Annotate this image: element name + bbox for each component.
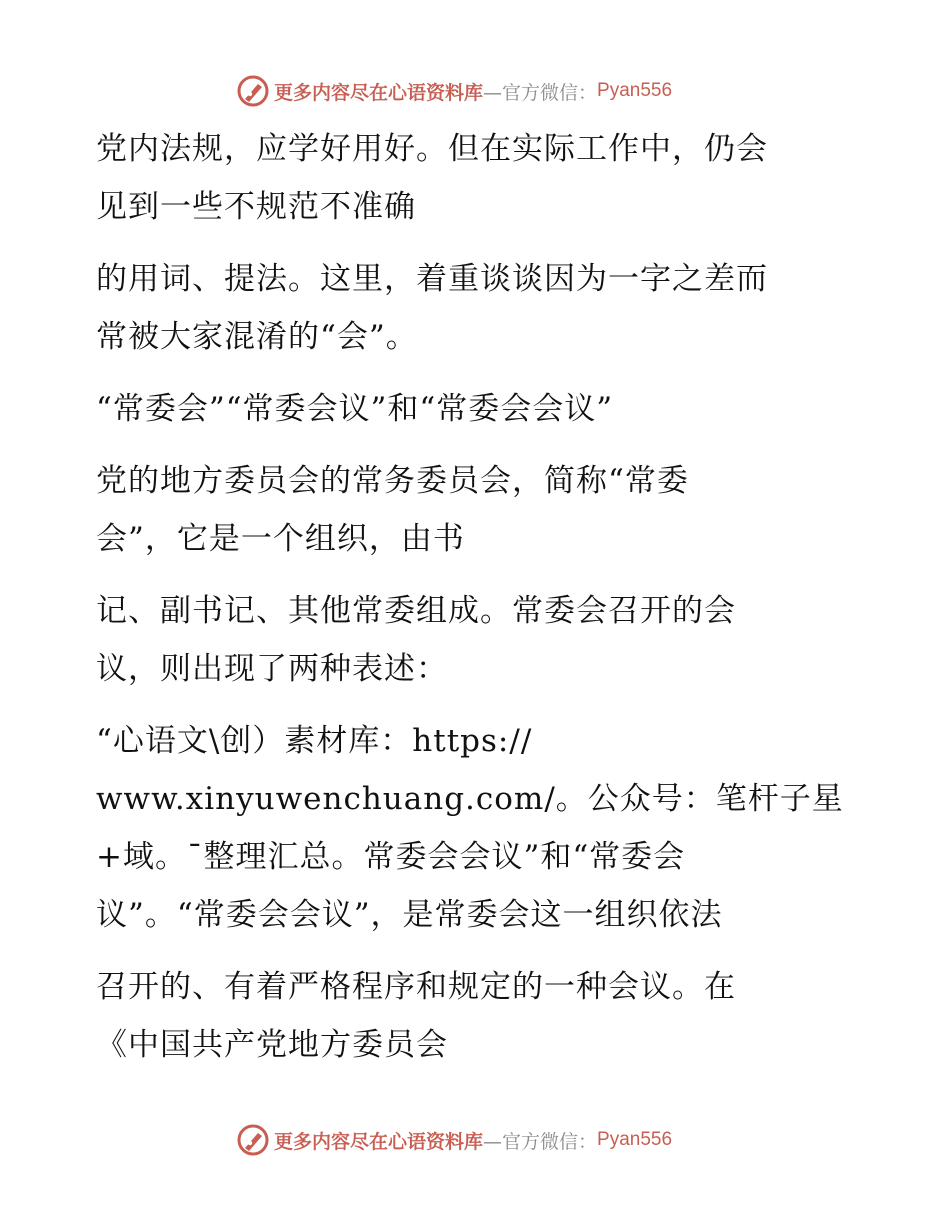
paragraph <box>96 712 844 944</box>
paragraph <box>96 452 836 568</box>
text-line: 《中国共产党地方委员会 <box>96 1027 448 1063</box>
paragraph <box>96 250 836 366</box>
watermark-wechat-id: Pyan556 <box>597 1129 673 1150</box>
text-line: 的用词、提法。这里，着重谈谈因为一字之差而 <box>96 261 768 297</box>
text-line: 召开的、有着严格程序和规定的一种会议。在 <box>96 969 736 1005</box>
text-line: 党内法规，应学好用好。但在实际工作中，仍会 <box>96 131 768 167</box>
watermark-main-text: 更多内容尽在心语资料库 <box>274 1130 484 1153</box>
watermark-wechat-id: Pyan556 <box>597 80 673 101</box>
text-line: 议”。“常委会会议”，是常委会这一组织依法 <box>96 897 723 933</box>
text-line: 见到一些不规范不准确 <box>96 189 416 225</box>
text-line: +域。¯整理汇总。常委会会议”和“常委会 <box>96 839 686 875</box>
footer-watermark <box>236 1123 672 1157</box>
watermark-sub-text: —官方微信： <box>483 1130 598 1153</box>
paragraph <box>96 958 836 1074</box>
text-line: 党的地方委员会的常务委员会，简称“常委 <box>96 463 689 499</box>
document-body <box>96 120 844 1074</box>
watermark-main-text: 更多内容尽在心语资料库 <box>274 81 484 104</box>
header-watermark <box>236 74 672 108</box>
paragraph <box>96 582 836 698</box>
text-line: www.xinyuwenchuang.com/。公众号：笔杆子星 <box>96 781 844 817</box>
text-line: 常被大家混淆的“会”。 <box>96 319 418 355</box>
section-heading <box>96 380 836 438</box>
pen-circle-logo-icon <box>236 74 270 108</box>
text-line: “心语文\创）素材库：https:// <box>96 723 533 759</box>
text-line: 议，则出现了两种表述： <box>96 651 448 687</box>
text-line: 会”，它是一个组织，由书 <box>96 521 465 557</box>
pen-circle-logo-icon <box>236 1123 270 1157</box>
paragraph <box>96 120 836 236</box>
text-line: 记、副书记、其他常委组成。常委会召开的会 <box>96 593 736 629</box>
text-line: “常委会”“常委会议”和“常委会会议” <box>96 391 614 427</box>
watermark-sub-text: —官方微信： <box>483 81 598 104</box>
